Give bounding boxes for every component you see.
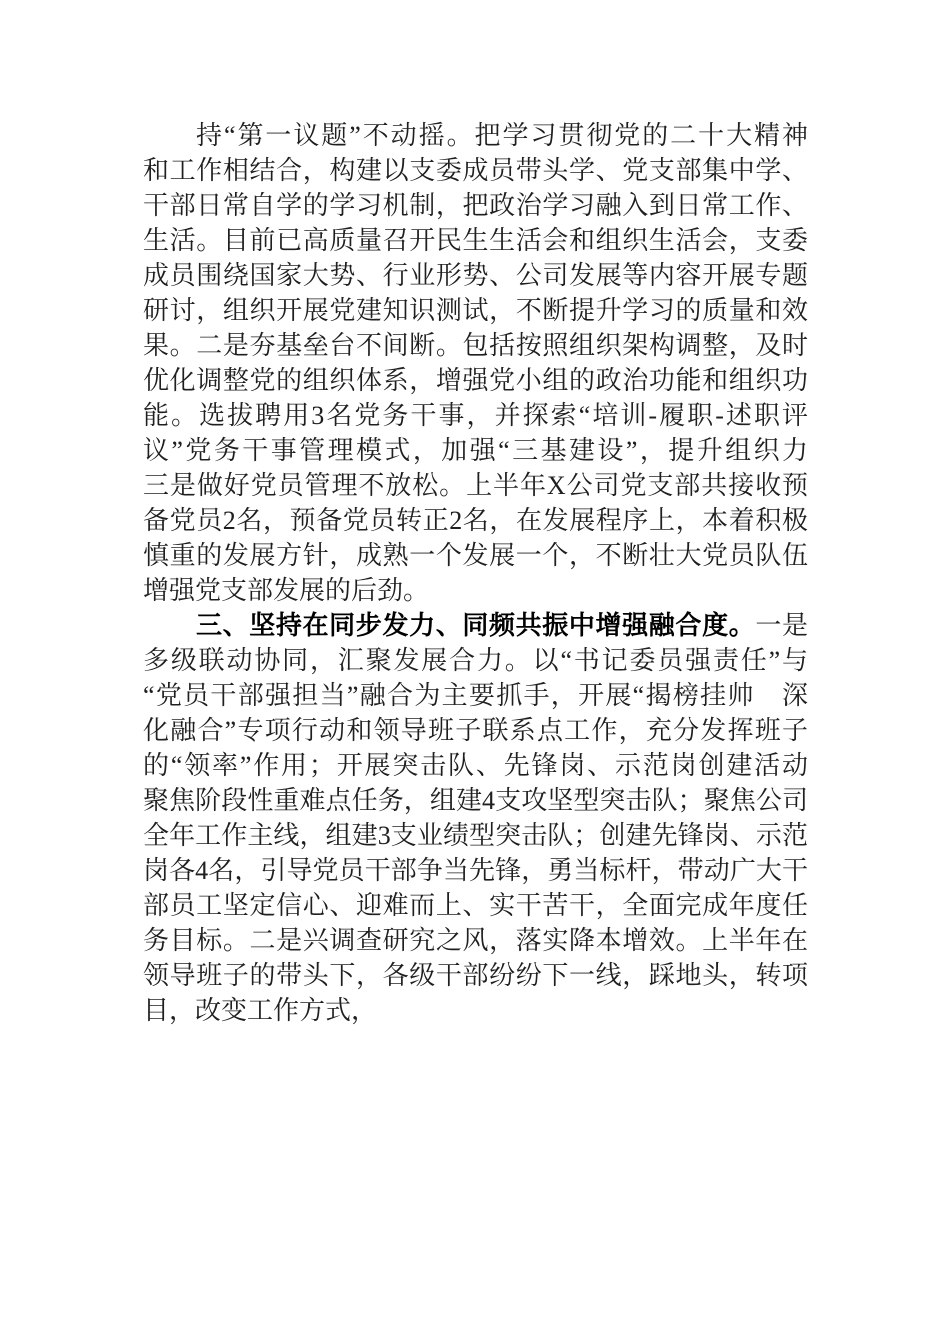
text-line	[143, 363, 808, 398]
body-text-run: 化融合”专项行动和领导班子联系点工作，充分发挥班子	[143, 716, 808, 745]
text-line	[143, 958, 808, 993]
text-line	[143, 678, 808, 713]
body-text-run: 聚焦阶段性重难点任务，组建4支攻坚型突击队；聚焦公司	[143, 786, 808, 815]
body-text-run: 三是做好党员管理不放松。上半年X公司党支部共接收预	[143, 471, 808, 500]
text-line	[143, 468, 808, 503]
body-text-run: 增强党支部发展的后劲。	[143, 576, 430, 605]
text-line	[143, 293, 808, 328]
text-line	[143, 433, 808, 468]
text-line	[143, 503, 808, 538]
text-line	[143, 608, 808, 643]
body-text-run: 目，改变工作方式，	[143, 996, 378, 1025]
body-text-run: 议”党务干事管理模式，加强“三基建设”，提升组织力	[143, 436, 808, 465]
body-text-run: 优化调整党的组织体系，增强党小组的政治功能和组织功	[143, 366, 808, 395]
body-text-run: 部员工坚定信心、迎难而上、实干苦干，全面完成年度任	[143, 891, 808, 920]
body-text-run: 能。选拔聘用3名党务干事，并探索“培训-履职-述职评	[143, 401, 808, 430]
text-body	[143, 118, 808, 1028]
text-line	[143, 818, 808, 853]
section-heading-run: 三、坚持在同步发力、同频共振中增强融合度。	[196, 610, 756, 640]
body-text-run: 生活。目前已高质量召开民生生活会和组织生活会，支委	[143, 226, 808, 255]
body-text-run: 干部日常自学的学习机制，把政治学习融入到日常工作、	[143, 191, 808, 220]
text-line	[143, 923, 808, 958]
body-text-run: 研讨，组织开展党建知识测试，不断提升学习的质量和效	[143, 296, 808, 325]
text-line	[143, 398, 808, 433]
text-line	[143, 258, 808, 293]
text-line	[143, 538, 808, 573]
body-text-run: “党员干部强担当”融合为主要抓手，开展“揭榜挂帅 深	[143, 681, 808, 710]
text-line	[143, 118, 808, 153]
text-line	[143, 573, 808, 608]
text-line	[143, 853, 808, 888]
text-line	[143, 993, 808, 1028]
body-text-run: 多级联动协同，汇聚发展合力。以“书记委员强责任”与	[143, 646, 808, 675]
text-line	[143, 643, 808, 678]
body-text-run: 务目标。二是兴调查研究之风，落实降本增效。上半年在	[143, 926, 808, 955]
text-line	[143, 328, 808, 363]
body-text-run: 一是	[755, 611, 808, 640]
text-line	[143, 153, 808, 188]
body-text-run: 的“领率”作用；开展突击队、先锋岗、示范岗创建活动	[143, 751, 808, 780]
body-text-run: 成员围绕国家大势、行业形势、公司发展等内容开展专题	[143, 261, 808, 290]
body-text-run: 岗各4名，引导党员干部争当先锋，勇当标杆，带动广大干	[143, 856, 808, 885]
text-line	[143, 783, 808, 818]
text-line	[143, 188, 808, 223]
text-line	[143, 748, 808, 783]
body-text-run: 持“第一议题”不动摇。把学习贯彻党的二十大精神	[196, 121, 808, 150]
body-text-run: 备党员2名，预备党员转正2名，在发展程序上，本着积极	[143, 506, 808, 535]
body-text-run: 领导班子的带头下，各级干部纷纷下一线，踩地头，转项	[143, 961, 808, 990]
body-text-run: 全年工作主线，组建3支业绩型突击队；创建先锋岗、示范	[143, 821, 808, 850]
body-text-run: 慎重的发展方针，成熟一个发展一个，不断壮大党员队伍	[143, 541, 808, 570]
text-line	[143, 223, 808, 258]
text-line	[143, 713, 808, 748]
body-text-run: 果。二是夯基垒台不间断。包括按照组织架构调整，及时	[143, 331, 808, 360]
text-line	[143, 888, 808, 923]
body-text-run: 和工作相结合，构建以支委成员带头学、党支部集中学、	[143, 156, 808, 185]
